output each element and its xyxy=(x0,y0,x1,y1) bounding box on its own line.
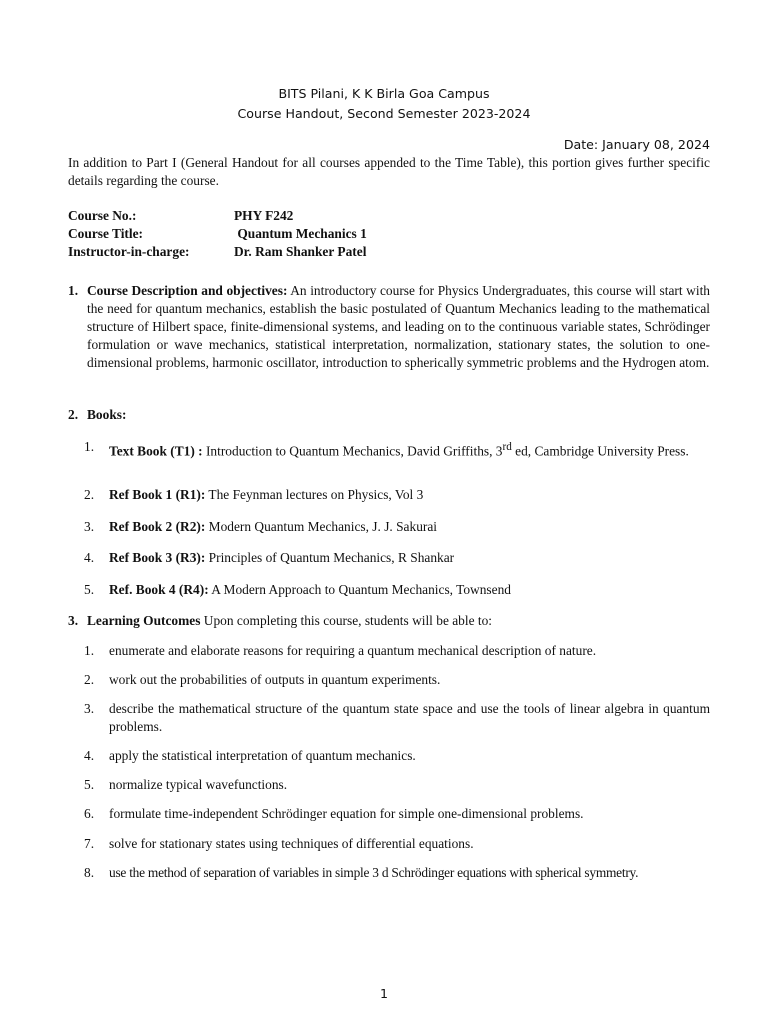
document-header xyxy=(0,84,768,124)
outcome-number: 2. xyxy=(84,672,95,687)
book-title: Modern Quantum Mechanics, J. J. Sakurai xyxy=(205,519,438,534)
intro-paragraph: In addition to Part I (General Handout for all courses appended to the Time Table), this portion gives further specific details regarding the course. xyxy=(68,155,710,188)
outcome-item xyxy=(84,805,710,823)
book-item xyxy=(84,438,710,460)
section-title: Learning Outcomes xyxy=(87,613,201,628)
section-course-description xyxy=(68,282,710,372)
book-number: 1. xyxy=(84,439,95,454)
outcome-text: apply the statistical interpretation of quantum mechanics. xyxy=(109,748,416,763)
outcome-text: work out the probabilities of outputs in quantum experiments. xyxy=(109,672,441,687)
outcome-item xyxy=(84,864,710,882)
course-info-block xyxy=(68,207,367,261)
book-number: 3. xyxy=(84,519,95,534)
book-title: Principles of Quantum Mechanics, R Shankar xyxy=(205,550,455,565)
section-number: 1. xyxy=(68,283,79,298)
book-title: The Feynman lectures on Physics, Vol 3 xyxy=(205,487,424,502)
outcome-text: use the method of separation of variables in simple 3 d Schrödinger equations with spherical symmetry. xyxy=(109,865,639,880)
book-label: Text Book (T1) : xyxy=(109,443,203,459)
outcome-number: 4. xyxy=(84,748,95,763)
book-item xyxy=(84,581,710,599)
instructor-label: Instructor-in-charge: xyxy=(68,244,190,259)
outcome-item xyxy=(84,835,710,853)
book-item xyxy=(84,486,710,504)
book-publisher: ed, Cambridge University Press. xyxy=(511,443,689,459)
outcome-number: 7. xyxy=(84,836,95,851)
course-title-row xyxy=(68,225,367,243)
outcome-item xyxy=(84,671,710,689)
outcome-item xyxy=(84,747,710,765)
section-title: Books: xyxy=(87,407,127,422)
book-item xyxy=(84,549,710,567)
book-number: 4. xyxy=(84,550,95,565)
outcome-number: 3. xyxy=(84,701,95,716)
book-number: 2. xyxy=(84,487,95,502)
section-text: An introductory course for Physics Undergraduates, this course will start with the need for quantum mechanics, establish the basic postulated of Quantum Mechanics leading to the mathematical structure of Hilbert space, finite-dimensional systems, and leading on to the continuous variable states, Schrödinger formulation or wave mechanics, statistical interpretation, normalization, stationary states, the solution to one-dimensional problems, harmonic oscillator, introduction to spherically symmetric problems and the Hydrogen atom. xyxy=(87,283,710,370)
handout-title: Course Handout, Second Semester 2023-2024 xyxy=(237,106,531,121)
section-text: Upon completing this course, students will be able to: xyxy=(200,613,493,628)
handout-date: Date: January 08, 2024 xyxy=(563,137,710,152)
outcome-text: solve for stationary states using techniques of differential equations. xyxy=(109,836,474,851)
section-title: Course Description and objectives: xyxy=(87,283,288,298)
book-number: 5. xyxy=(84,582,95,597)
outcome-item xyxy=(84,642,710,660)
section-learning-outcomes xyxy=(68,612,710,630)
course-title-label: Course Title: xyxy=(68,226,144,241)
course-number-row xyxy=(68,207,367,225)
outcome-item xyxy=(84,776,710,794)
outcome-number: 5. xyxy=(84,777,95,792)
course-title-value: Quantum Mechanics 1 xyxy=(234,226,367,241)
book-title: Introduction to Quantum Mechanics, David Griffiths, 3 xyxy=(202,443,503,459)
outcome-number: 8. xyxy=(84,865,95,880)
book-label: Ref. Book 4 (R4): xyxy=(109,582,209,597)
outcome-item xyxy=(84,700,710,736)
section-books xyxy=(68,406,710,424)
instructor-value: Dr. Ram Shanker Patel xyxy=(234,244,367,259)
course-number-value: PHY F242 xyxy=(234,208,294,223)
outcome-text: normalize typical wavefunctions. xyxy=(109,777,288,792)
outcome-text: describe the mathematical structure of the quantum state space and use the tools of linear algebra in quantum problems. xyxy=(109,701,710,734)
course-number-label: Course No.: xyxy=(68,208,137,223)
institute-name: BITS Pilani, K K Birla Goa Campus xyxy=(278,86,490,101)
book-item xyxy=(84,518,710,536)
outcome-text: enumerate and elaborate reasons for requiring a quantum mechanical description of nature. xyxy=(109,643,597,658)
book-label: Ref Book 1 (R1): xyxy=(109,487,206,502)
book-title: A Modern Approach to Quantum Mechanics, Townsend xyxy=(208,582,511,597)
outcome-text: formulate time-independent Schrödinger equation for simple one-dimensional problems. xyxy=(109,806,584,821)
section-number: 3. xyxy=(68,613,79,628)
outcome-number: 6. xyxy=(84,806,95,821)
book-edition-sup: rd xyxy=(502,441,512,453)
page-number: 1 xyxy=(379,986,388,1001)
instructor-row xyxy=(68,243,367,261)
outcome-number: 1. xyxy=(84,643,95,658)
section-number: 2. xyxy=(68,407,79,422)
book-label: Ref Book 2 (R2): xyxy=(109,519,206,534)
book-label: Ref Book 3 (R3): xyxy=(109,550,206,565)
